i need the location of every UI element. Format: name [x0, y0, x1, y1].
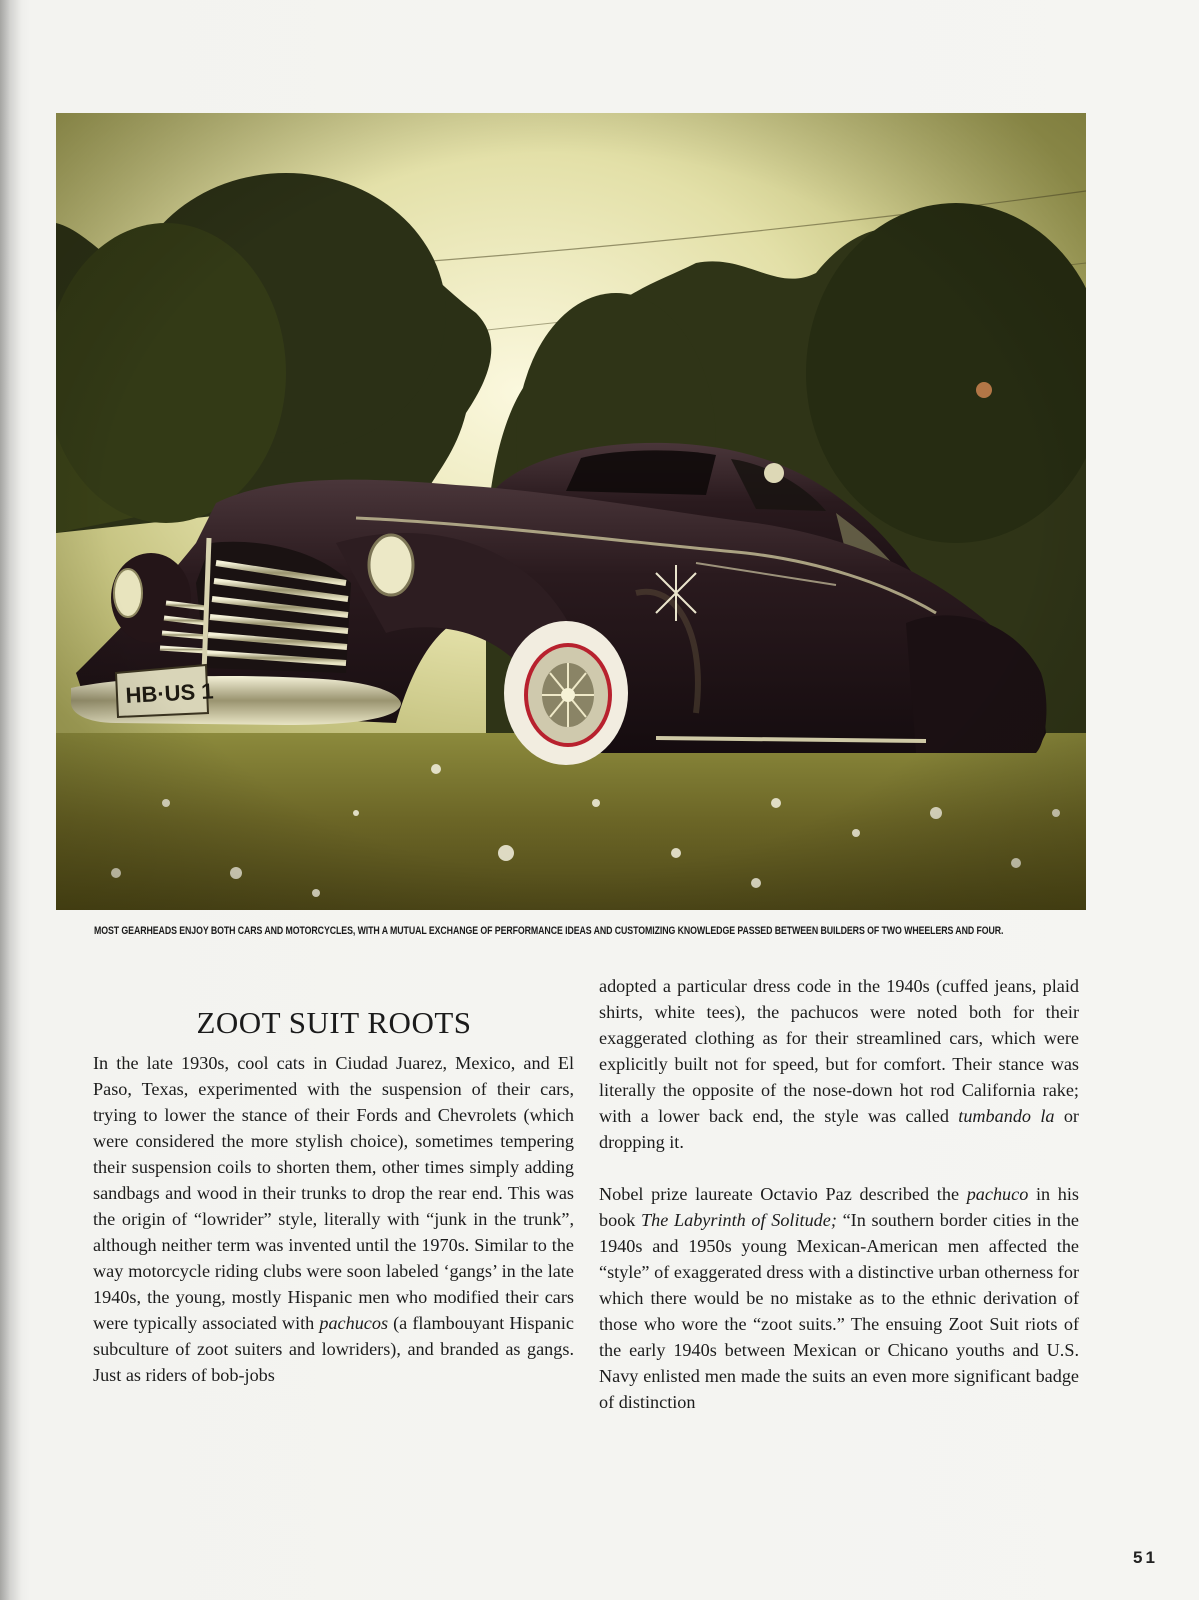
body-paragraph: Nobel prize laureate Octavio Paz described the pachuco in his book The Labyrinth of Solitude; “In southern border cities in the 1940s and 1950s young Mexican-American men affected the “style” of exaggerated dress with a distinctive urban otherness for which there would be no mistake as to the ethnic derivation of those who wore the “zoot suits.” The ensuing Zoot Suit riots of the early 1940s between Mexican or Chicano youths and U.S. Navy enlisted men made the suits an even more significant badge of distinction	[599, 1184, 1080, 1412]
left-column	[93, 1050, 574, 1388]
right-column	[599, 973, 1079, 1415]
photo-caption: MOST GEARHEADS ENJOY BOTH CARS AND MOTORCYCLES, WITH A MUTUAL EXCHANGE OF PERFORMANCE IDEAS AND CUSTOMIZING KNOWLEDGE PASSED BETWEEN BUILDERS OF TWO WHEELERS AND FOUR.	[94, 925, 1004, 937]
running-head-faint	[690, 38, 1080, 48]
body-paragraph: adopted a particular dress code in the 1940s (cuffed jeans, plaid shirts, white tees), the pachucos were noted both for their exaggerated clothing as for their streamlined cars, which were explicitly built not for speed, but for comfort. Their stance was literally the opposite of the nose-down hot rod California rake; with a lower back end, the style was called tumbando la or dropping it.	[599, 976, 1079, 1152]
body-paragraph: In the late 1930s, cool cats in Ciudad Juarez, Mexico, and El Paso, Texas, experimented with the suspension of their cars, trying to lower the stance of their Fords and Chevrolets (which were considered the more stylish choice), sometimes tempering their suspension coils to shorten them, other times simply adding sandbags and wood in their trunks to drop the rear end. This was the origin of “lowrider” style, literally with “junk in the trunk”, although neither term was invented until the 1970s. Similar to the way motorcycle riding clubs were soon labeled ‘gangs’ in the late 1940s, the young, mostly Hispanic men who modified their cars were typically associated with pachucos (a flambouyant Hispanic subculture of zoot suiters and lowriders), and branded as gangs. Just as riders of bob-jobs	[93, 1053, 574, 1385]
spine-shadow	[0, 0, 22, 1600]
car-photograph	[56, 113, 1086, 910]
page-number: 51	[1133, 1548, 1158, 1567]
license-plate-text: HB·US 1	[124, 678, 215, 708]
section-heading: ZOOT SUIT ROOTS	[196, 1004, 472, 1040]
car-photo-illustration	[56, 113, 1086, 910]
